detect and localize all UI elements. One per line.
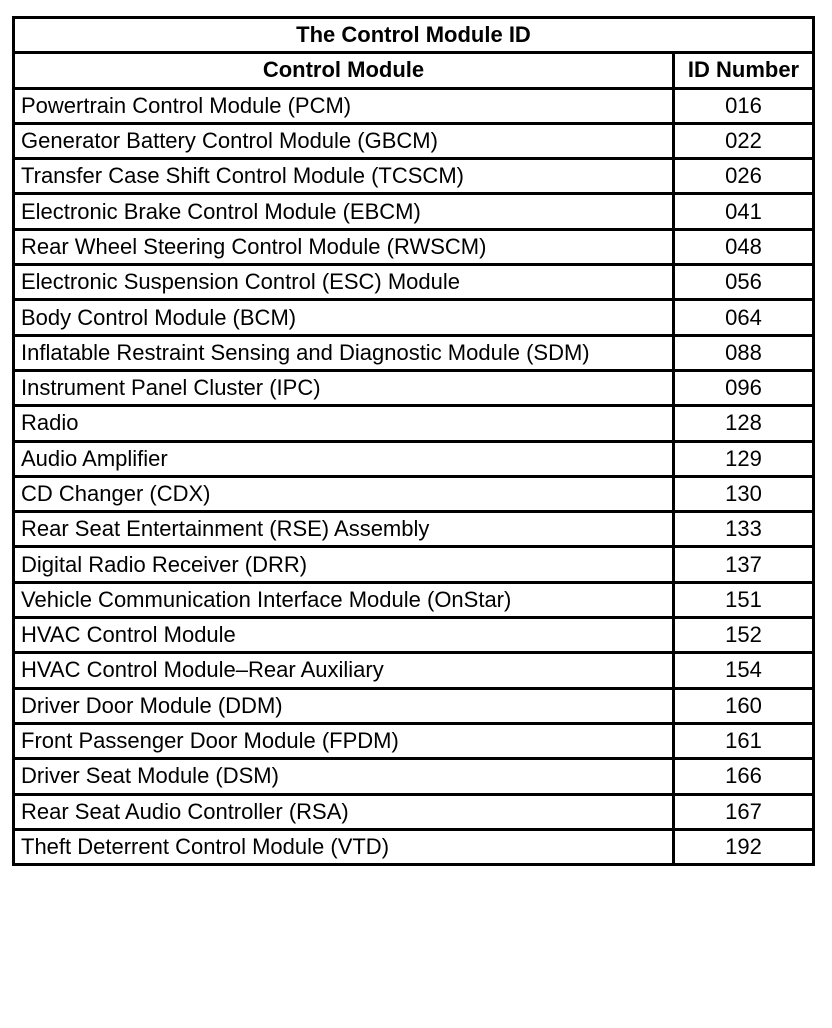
table-body (14, 88, 814, 865)
module-name-cell: Theft Deterrent Control Module (VTD) (14, 829, 674, 864)
module-name-cell: Inflatable Restraint Sensing and Diagnostic Module (SDM) (14, 335, 674, 370)
id-number-cell: 048 (674, 229, 814, 264)
module-name-cell: Front Passenger Door Module (FPDM) (14, 723, 674, 758)
module-name-cell: Digital Radio Receiver (DRR) (14, 547, 674, 582)
table-row (14, 759, 814, 794)
table-row (14, 688, 814, 723)
id-number-cell: 152 (674, 618, 814, 653)
table-header-row (14, 53, 814, 88)
module-name-cell: Audio Amplifier (14, 441, 674, 476)
id-number-cell: 022 (674, 123, 814, 158)
table-row (14, 794, 814, 829)
module-name-cell: Generator Battery Control Module (GBCM) (14, 123, 674, 158)
module-name-cell: Rear Seat Entertainment (RSE) Assembly (14, 512, 674, 547)
id-number-cell: 128 (674, 406, 814, 441)
id-number-cell: 096 (674, 370, 814, 405)
module-name-cell: Radio (14, 406, 674, 441)
table-row (14, 335, 814, 370)
id-number-cell: 161 (674, 723, 814, 758)
module-name-cell: HVAC Control Module–Rear Auxiliary (14, 653, 674, 688)
module-name-cell: Body Control Module (BCM) (14, 300, 674, 335)
module-name-cell: Rear Wheel Steering Control Module (RWSCM) (14, 229, 674, 264)
id-number-cell: 130 (674, 476, 814, 511)
module-name-cell: Electronic Suspension Control (ESC) Module (14, 265, 674, 300)
table-title: The Control Module ID (14, 18, 814, 53)
id-number-cell: 137 (674, 547, 814, 582)
table-row (14, 653, 814, 688)
table-row (14, 829, 814, 864)
id-number-cell: 151 (674, 582, 814, 617)
id-number-cell: 154 (674, 653, 814, 688)
module-name-cell: Instrument Panel Cluster (IPC) (14, 370, 674, 405)
module-name-cell: Driver Seat Module (DSM) (14, 759, 674, 794)
module-name-cell: Powertrain Control Module (PCM) (14, 88, 674, 123)
id-number-cell: 160 (674, 688, 814, 723)
module-name-cell: HVAC Control Module (14, 618, 674, 653)
id-number-cell: 192 (674, 829, 814, 864)
table-row (14, 441, 814, 476)
id-number-cell: 016 (674, 88, 814, 123)
table-row (14, 370, 814, 405)
table-row (14, 406, 814, 441)
control-module-id-table-container (12, 16, 812, 866)
table-row (14, 618, 814, 653)
table-row (14, 88, 814, 123)
table-row (14, 300, 814, 335)
id-number-cell: 088 (674, 335, 814, 370)
table-row (14, 265, 814, 300)
module-name-cell: Driver Door Module (DDM) (14, 688, 674, 723)
id-number-cell: 064 (674, 300, 814, 335)
id-number-cell: 129 (674, 441, 814, 476)
module-name-cell: Transfer Case Shift Control Module (TCSCM) (14, 159, 674, 194)
id-number-cell: 167 (674, 794, 814, 829)
module-name-cell: CD Changer (CDX) (14, 476, 674, 511)
table-row (14, 159, 814, 194)
id-number-cell: 041 (674, 194, 814, 229)
module-name-cell: Rear Seat Audio Controller (RSA) (14, 794, 674, 829)
column-header-id: ID Number (674, 53, 814, 88)
table-row (14, 194, 814, 229)
id-number-cell: 056 (674, 265, 814, 300)
table-row (14, 723, 814, 758)
control-module-id-table (12, 16, 815, 866)
id-number-cell: 133 (674, 512, 814, 547)
table-row (14, 229, 814, 264)
id-number-cell: 166 (674, 759, 814, 794)
module-name-cell: Electronic Brake Control Module (EBCM) (14, 194, 674, 229)
table-title-row (14, 18, 814, 53)
table-row (14, 547, 814, 582)
table-row (14, 582, 814, 617)
id-number-cell: 026 (674, 159, 814, 194)
table-row (14, 512, 814, 547)
column-header-module: Control Module (14, 53, 674, 88)
table-row (14, 123, 814, 158)
table-row (14, 476, 814, 511)
module-name-cell: Vehicle Communication Interface Module (OnStar) (14, 582, 674, 617)
